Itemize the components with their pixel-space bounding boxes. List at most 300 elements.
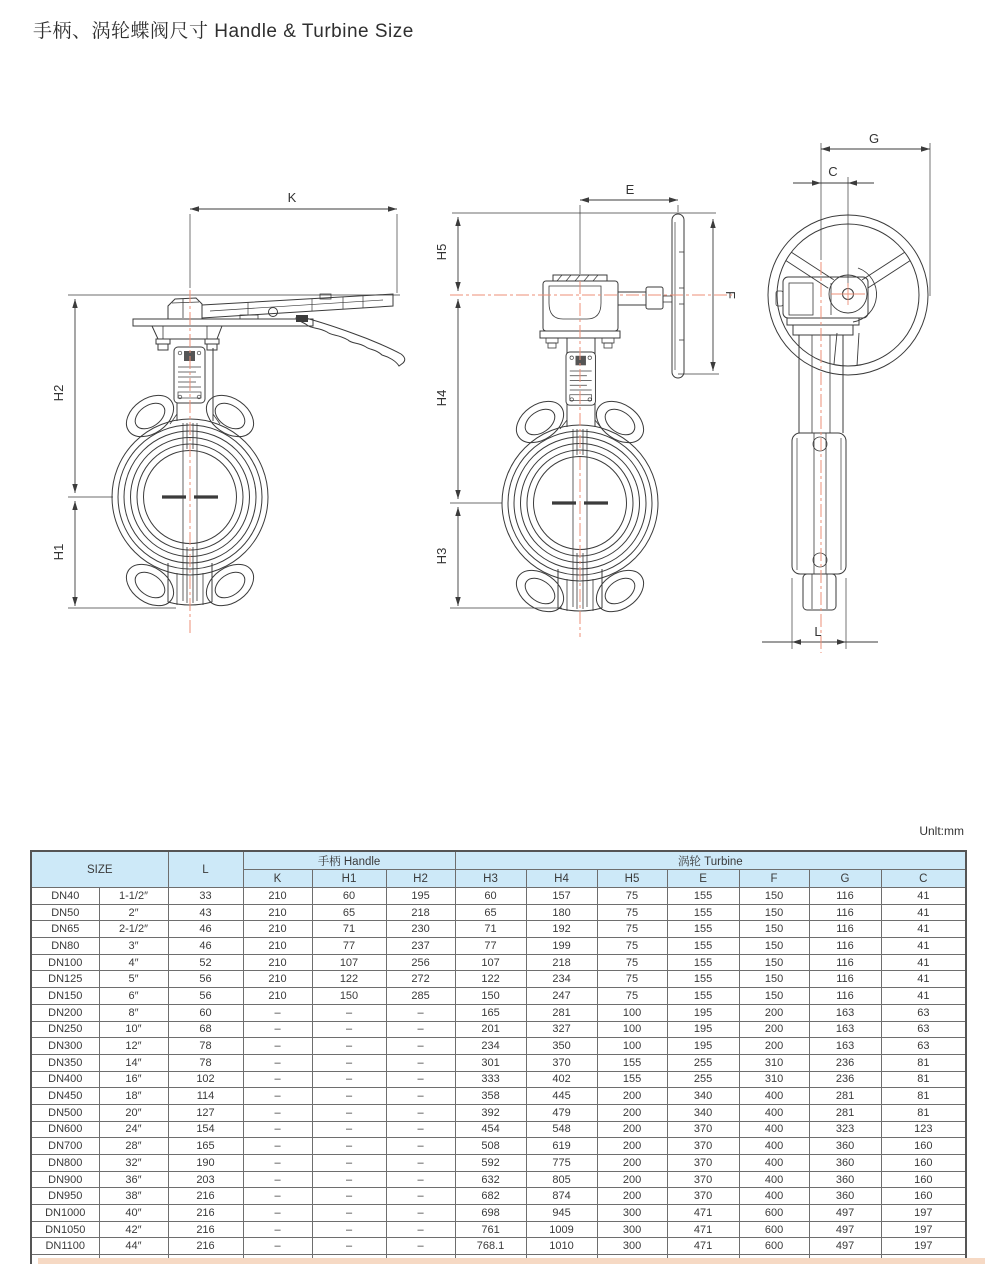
table-cell: 42″ (99, 1221, 168, 1238)
table-row (31, 1021, 966, 1038)
table-cell: 281 (809, 1104, 881, 1121)
table-header (31, 851, 966, 888)
table-cell: 400 (739, 1155, 809, 1172)
table-body (31, 888, 966, 1264)
table-cell: 392 (455, 1104, 526, 1121)
table-cell: 41 (881, 971, 966, 988)
table-cell: 210 (243, 938, 312, 955)
table-cell: – (243, 1171, 312, 1188)
table-cell: 41 (881, 954, 966, 971)
table-cell: 210 (243, 988, 312, 1005)
table-cell: 300 (597, 1221, 667, 1238)
table-cell: DN950 (31, 1188, 99, 1205)
table-cell: DN1100 (31, 1238, 99, 1255)
turbine-valve-side-figure (434, 182, 738, 637)
table-cell: 1010 (526, 1238, 597, 1255)
table-row (31, 988, 966, 1005)
table-cell: 310 (739, 1054, 809, 1071)
table-cell: 358 (455, 1088, 526, 1105)
table-cell: 200 (739, 1038, 809, 1055)
table-cell: 75 (597, 921, 667, 938)
table-cell: – (386, 1171, 455, 1188)
table-row (31, 1004, 966, 1021)
table-cell: 52 (168, 954, 243, 971)
table-cell: – (386, 1121, 455, 1138)
table-cell: 163 (809, 1038, 881, 1055)
table-cell: 127 (168, 1104, 243, 1121)
table-cell: 5″ (99, 971, 168, 988)
table-cell: 195 (667, 1021, 739, 1038)
table-cell: – (312, 1104, 386, 1121)
table-cell: DN400 (31, 1071, 99, 1088)
table-cell: 548 (526, 1121, 597, 1138)
table-cell: – (243, 1155, 312, 1172)
table-cell: 60 (312, 888, 386, 905)
table-cell: 350 (526, 1038, 597, 1055)
table-cell: 471 (667, 1221, 739, 1238)
table-cell: – (312, 1088, 386, 1105)
table-cell: 370 (667, 1121, 739, 1138)
table-cell: 497 (809, 1238, 881, 1255)
header-turbine-group: 涡轮 Turbine (455, 851, 966, 870)
table-cell: – (243, 1188, 312, 1205)
table-cell: 340 (667, 1088, 739, 1105)
table-cell: 234 (455, 1038, 526, 1055)
dim-label-k: K (287, 190, 297, 205)
table-cell: – (243, 1054, 312, 1071)
table-cell: 163 (809, 1021, 881, 1038)
table-cell: 237 (386, 938, 455, 955)
table-cell: – (386, 1021, 455, 1038)
table-cell: 123 (881, 1121, 966, 1138)
table-cell: 75 (597, 938, 667, 955)
table-cell: 71 (455, 921, 526, 938)
table-cell: 12″ (99, 1038, 168, 1055)
table-cell: 81 (881, 1088, 966, 1105)
table-cell: – (386, 1004, 455, 1021)
table-cell: – (312, 1155, 386, 1172)
table-cell: – (243, 1071, 312, 1088)
table-cell: – (243, 1088, 312, 1105)
table-cell: 281 (809, 1088, 881, 1105)
table-cell: 197 (881, 1221, 966, 1238)
table-row (31, 1155, 966, 1172)
table-cell: – (386, 1155, 455, 1172)
table-cell: 327 (526, 1021, 597, 1038)
table-cell: 41 (881, 888, 966, 905)
table-cell: 122 (312, 971, 386, 988)
table-cell: 2″ (99, 904, 168, 921)
table-cell: 247 (526, 988, 597, 1005)
table-cell: 8″ (99, 1004, 168, 1021)
table-cell: 14″ (99, 1054, 168, 1071)
dim-label-e: E (625, 182, 635, 197)
table-cell: 150 (739, 904, 809, 921)
table-cell: – (243, 1021, 312, 1038)
table-cell: DN900 (31, 1171, 99, 1188)
table-row (31, 1188, 966, 1205)
table-cell: 471 (667, 1205, 739, 1222)
table-cell: 197 (881, 1238, 966, 1255)
table-cell: 41 (881, 938, 966, 955)
table-cell: 218 (386, 904, 455, 921)
dim-label-h3: H3 (434, 547, 449, 565)
table-cell: 1-1/2″ (99, 888, 168, 905)
page-title: 手柄、涡轮蝶阀尺寸 Handle & Turbine Size (33, 21, 414, 42)
table-cell: 63 (881, 1038, 966, 1055)
table-cell: DN40 (31, 888, 99, 905)
table-cell: DN500 (31, 1104, 99, 1121)
table-cell: 281 (526, 1004, 597, 1021)
table-cell: 200 (597, 1188, 667, 1205)
header-h4: H4 (526, 870, 597, 888)
table-cell: 497 (809, 1221, 881, 1238)
table-cell: 402 (526, 1071, 597, 1088)
table-cell: 155 (667, 888, 739, 905)
table-cell: 508 (455, 1138, 526, 1155)
table-cell: DN100 (31, 954, 99, 971)
table-cell: 216 (168, 1221, 243, 1238)
table-cell: 32″ (99, 1155, 168, 1172)
table-cell: 360 (809, 1188, 881, 1205)
table-cell: 479 (526, 1104, 597, 1121)
table-cell: 65 (455, 904, 526, 921)
table-cell: 24″ (99, 1121, 168, 1138)
table-cell: DN150 (31, 988, 99, 1005)
table-cell: 41 (881, 988, 966, 1005)
dim-label-c: C (828, 164, 838, 179)
header-size: SIZE (31, 851, 168, 888)
table-cell: 200 (739, 1004, 809, 1021)
table-cell: 160 (881, 1171, 966, 1188)
table-cell: 157 (526, 888, 597, 905)
table-cell: – (312, 1054, 386, 1071)
table-cell: 234 (526, 971, 597, 988)
table-cell: 236 (809, 1054, 881, 1071)
table-cell: 75 (597, 888, 667, 905)
dim-label-f: F (723, 291, 738, 299)
header-c: C (881, 870, 966, 888)
dim-label-h5: H5 (434, 243, 449, 261)
table-cell: 155 (597, 1054, 667, 1071)
table-cell: 116 (809, 921, 881, 938)
table-cell: – (243, 1205, 312, 1222)
table-cell: 10″ (99, 1021, 168, 1038)
table-row (31, 1104, 966, 1121)
table-cell: 199 (526, 938, 597, 955)
table-cell: 333 (455, 1071, 526, 1088)
table-cell: 155 (597, 1071, 667, 1088)
table-cell: 230 (386, 921, 455, 938)
table-cell: 160 (881, 1138, 966, 1155)
table-cell: 216 (168, 1188, 243, 1205)
table-cell: 360 (809, 1171, 881, 1188)
table-cell: 370 (667, 1155, 739, 1172)
table-cell: 150 (739, 971, 809, 988)
table-row (31, 938, 966, 955)
header-h3: H3 (455, 870, 526, 888)
dim-label-h1: H1 (51, 543, 66, 561)
table-cell: 600 (739, 1238, 809, 1255)
table-cell: 41 (881, 921, 966, 938)
table-cell: 775 (526, 1155, 597, 1172)
table-cell: 60 (168, 1004, 243, 1021)
table-cell: 3″ (99, 938, 168, 955)
dim-label-h2: H2 (51, 384, 66, 402)
table-cell: 874 (526, 1188, 597, 1205)
table-cell: 150 (739, 888, 809, 905)
table-cell: DN800 (31, 1155, 99, 1172)
table-cell: 200 (597, 1155, 667, 1172)
table-cell: 195 (667, 1038, 739, 1055)
table-cell: 81 (881, 1054, 966, 1071)
table-cell: DN450 (31, 1088, 99, 1105)
table-row (31, 1221, 966, 1238)
table-cell: DN250 (31, 1021, 99, 1038)
table-cell: 20″ (99, 1104, 168, 1121)
table-cell: 116 (809, 904, 881, 921)
table-row (31, 904, 966, 921)
table-cell: 216 (168, 1205, 243, 1222)
table-cell: – (386, 1104, 455, 1121)
table-cell: 255 (667, 1054, 739, 1071)
table-cell: 285 (386, 988, 455, 1005)
table-cell: 102 (168, 1071, 243, 1088)
table-cell: – (312, 1221, 386, 1238)
table-cell: 210 (243, 971, 312, 988)
table-cell: DN80 (31, 938, 99, 955)
table-row (31, 1238, 966, 1255)
table-cell: 192 (526, 921, 597, 938)
table-cell: 122 (455, 971, 526, 988)
table-cell: 43 (168, 904, 243, 921)
table-cell: 300 (597, 1238, 667, 1255)
table-cell: 360 (809, 1138, 881, 1155)
header-f: F (739, 870, 809, 888)
table-cell: – (386, 1238, 455, 1255)
table-cell: 100 (597, 1038, 667, 1055)
table-cell: 100 (597, 1004, 667, 1021)
table-cell: 65 (312, 904, 386, 921)
table-cell: 200 (597, 1088, 667, 1105)
header-l: L (168, 851, 243, 888)
table-cell: 155 (667, 921, 739, 938)
table-cell: – (312, 1238, 386, 1255)
table-cell: 56 (168, 988, 243, 1005)
table-cell: 195 (667, 1004, 739, 1021)
table-cell: 210 (243, 904, 312, 921)
table-cell: 400 (739, 1188, 809, 1205)
table-cell: 81 (881, 1104, 966, 1121)
table-cell: DN1050 (31, 1221, 99, 1238)
handle-valve-figure (51, 190, 405, 633)
table-cell: 116 (809, 954, 881, 971)
table-cell: – (312, 1121, 386, 1138)
header-e: E (667, 870, 739, 888)
table-row (31, 954, 966, 971)
table-cell: 340 (667, 1104, 739, 1121)
table-cell: 400 (739, 1104, 809, 1121)
table-cell: 272 (386, 971, 455, 988)
table-cell: 150 (739, 938, 809, 955)
table-cell: 682 (455, 1188, 526, 1205)
table-cell: 41 (881, 904, 966, 921)
table-row (31, 921, 966, 938)
table-cell: 698 (455, 1205, 526, 1222)
table-cell: 28″ (99, 1138, 168, 1155)
table-cell: DN600 (31, 1121, 99, 1138)
table-cell: 201 (455, 1021, 526, 1038)
table-cell: – (386, 1138, 455, 1155)
table-cell: 75 (597, 954, 667, 971)
dimension-table (30, 850, 967, 1264)
table-cell: 210 (243, 954, 312, 971)
table-cell: 400 (739, 1121, 809, 1138)
table-cell: 2-1/2″ (99, 921, 168, 938)
table-cell: 370 (526, 1054, 597, 1071)
table-cell: 600 (739, 1221, 809, 1238)
dim-label-g: G (868, 131, 880, 146)
table-cell: DN65 (31, 921, 99, 938)
table-cell: DN300 (31, 1038, 99, 1055)
table-cell: 33 (168, 888, 243, 905)
table-cell: 370 (667, 1138, 739, 1155)
table-cell: 78 (168, 1038, 243, 1055)
table-cell: 116 (809, 938, 881, 955)
table-cell: 46 (168, 938, 243, 955)
table-row (31, 1054, 966, 1071)
table-cell: 300 (597, 1205, 667, 1222)
table-cell: 154 (168, 1121, 243, 1138)
table-cell: 150 (739, 988, 809, 1005)
table-cell: 6″ (99, 988, 168, 1005)
table-cell: – (312, 1038, 386, 1055)
table-cell: DN700 (31, 1138, 99, 1155)
table-cell: 116 (809, 971, 881, 988)
table-cell: 114 (168, 1088, 243, 1105)
table-cell: 75 (597, 988, 667, 1005)
table-cell: 71 (312, 921, 386, 938)
table-cell: 116 (809, 988, 881, 1005)
table-cell: 310 (739, 1071, 809, 1088)
table-cell: – (312, 1004, 386, 1021)
table-cell: 78 (168, 1054, 243, 1071)
header-h2: H2 (386, 870, 455, 888)
table-cell: 160 (881, 1188, 966, 1205)
table-cell: 81 (881, 1071, 966, 1088)
table-cell: – (386, 1221, 455, 1238)
table-cell: 200 (597, 1171, 667, 1188)
table-cell: 116 (809, 888, 881, 905)
table-cell: 497 (809, 1205, 881, 1222)
table-cell: 77 (455, 938, 526, 955)
table-cell: 323 (809, 1121, 881, 1138)
table-cell: 945 (526, 1205, 597, 1222)
header-handle-group: 手柄 Handle (243, 851, 455, 870)
table-cell: – (386, 1054, 455, 1071)
table-row (31, 1121, 966, 1138)
table-cell: 255 (667, 1071, 739, 1088)
table-cell: 165 (168, 1138, 243, 1155)
table-cell: – (386, 1071, 455, 1088)
table-cell: 200 (597, 1138, 667, 1155)
table-cell: 200 (739, 1021, 809, 1038)
table-row (31, 1071, 966, 1088)
table-cell: 163 (809, 1004, 881, 1021)
table-cell: 150 (455, 988, 526, 1005)
table-cell: 195 (386, 888, 455, 905)
header-k: K (243, 870, 312, 888)
table-cell: 46 (168, 921, 243, 938)
table-cell: 16″ (99, 1071, 168, 1088)
table-cell: 63 (881, 1004, 966, 1021)
table-cell: – (312, 1021, 386, 1038)
table-cell: DN350 (31, 1054, 99, 1071)
table-cell: 155 (667, 971, 739, 988)
table-cell: 150 (739, 921, 809, 938)
table-cell: 56 (168, 971, 243, 988)
table-cell: 805 (526, 1171, 597, 1188)
table-row (31, 888, 966, 905)
table-cell: DN200 (31, 1004, 99, 1021)
table-cell: – (312, 1188, 386, 1205)
table-cell: 155 (667, 954, 739, 971)
table-cell: 63 (881, 1021, 966, 1038)
unit-label: Unlt:mm (919, 824, 964, 838)
table-cell: – (243, 1104, 312, 1121)
table-cell: – (243, 1238, 312, 1255)
table-cell: 150 (739, 954, 809, 971)
table-cell: 632 (455, 1171, 526, 1188)
table-cell: 44″ (99, 1238, 168, 1255)
table-cell: 18″ (99, 1088, 168, 1105)
table-cell: DN50 (31, 904, 99, 921)
table-row (31, 1171, 966, 1188)
table-cell: 36″ (99, 1171, 168, 1188)
table-cell: 210 (243, 888, 312, 905)
table-cell: 100 (597, 1021, 667, 1038)
table-cell: 190 (168, 1155, 243, 1172)
dim-label-h4: H4 (434, 389, 449, 407)
table-cell: 38″ (99, 1188, 168, 1205)
table-cell: – (386, 1188, 455, 1205)
table-cell: – (386, 1205, 455, 1222)
section-divider-strip (38, 1258, 985, 1264)
table-cell: 68 (168, 1021, 243, 1038)
table-cell: 600 (739, 1205, 809, 1222)
table-cell: – (243, 1004, 312, 1021)
table-cell: 619 (526, 1138, 597, 1155)
table-cell: – (386, 1088, 455, 1105)
table-cell: 210 (243, 921, 312, 938)
table-cell: 1009 (526, 1221, 597, 1238)
table-cell: 40″ (99, 1205, 168, 1222)
table-cell: 370 (667, 1188, 739, 1205)
table-cell: 454 (455, 1121, 526, 1138)
table-cell: – (312, 1171, 386, 1188)
table-cell: 155 (667, 988, 739, 1005)
table-cell: 592 (455, 1155, 526, 1172)
table-cell: – (243, 1121, 312, 1138)
table-cell: 150 (312, 988, 386, 1005)
table-cell: 197 (881, 1205, 966, 1222)
table-row (31, 971, 966, 988)
table-cell: – (243, 1138, 312, 1155)
table-cell: 165 (455, 1004, 526, 1021)
table-cell: 155 (667, 938, 739, 955)
table-cell: 370 (667, 1171, 739, 1188)
table-cell: – (243, 1221, 312, 1238)
